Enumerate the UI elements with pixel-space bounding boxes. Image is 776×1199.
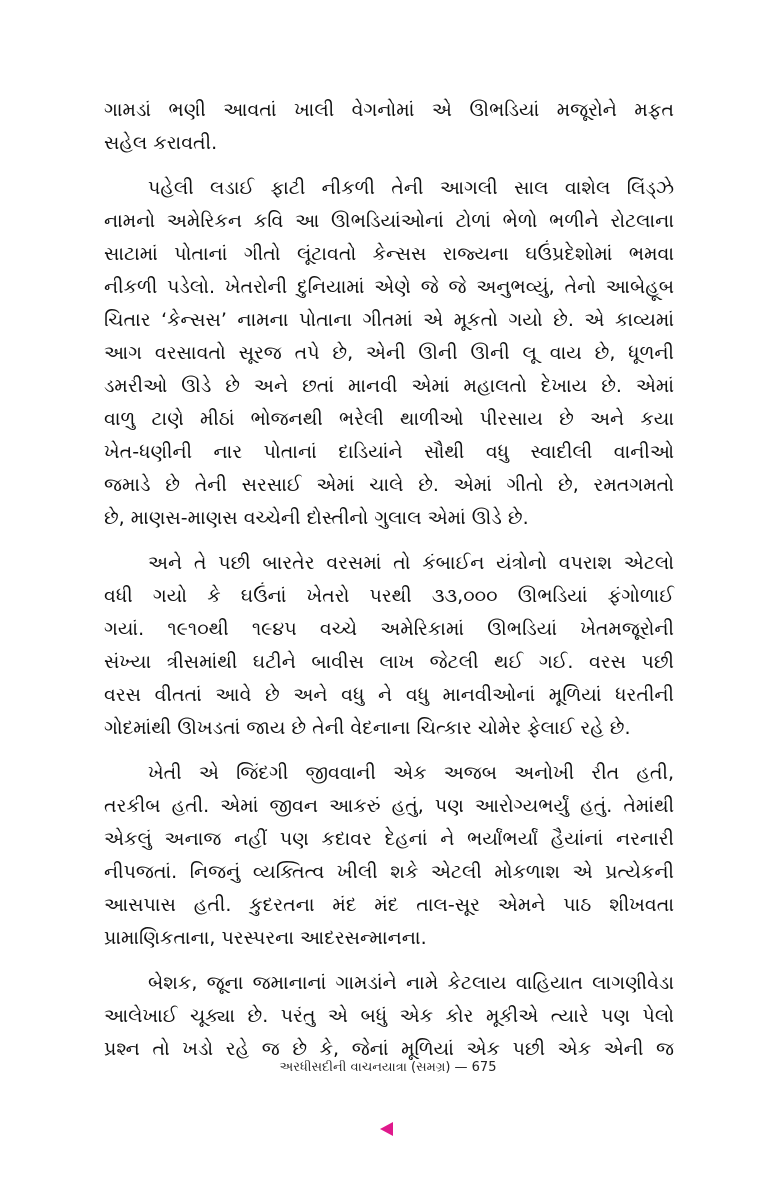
text-line: છે, માણસ-માણસ વચ્ચેની દોસ્તીનો ગુલાલ એમાં ઊડે છે. xyxy=(104,507,529,529)
paragraph-1 xyxy=(104,94,674,160)
text-line: બેશક, જૂના જમાનાનાં ગામડાંને નામે કેટલાય વાહિયાત લાગણીવેડા xyxy=(148,972,674,994)
text-line: ડમરીઓ ઊડે છે અને છતાં માનવી એમાં મહાલતો દેખાય છે. એમાં xyxy=(104,375,674,397)
text-line: આસપાસ હતી. કુદરતના મંદ મંદ તાલ-સૂર એમને પાઠ શીખવતા xyxy=(104,894,674,916)
text-line: તરકીબ હતી. એમાં જીવન આકરું હતું, પણ આરોગ્યભર્યું હતું. તેમાંથી xyxy=(104,795,674,817)
text-line: આગ વરસાવતો સૂરજ તપે છે, એની ઊની ઊની લૂ વાય છે, ધૂળની xyxy=(104,342,674,364)
text-line: જમાડે છે તેની સરસાઈ એમાં ચાલે છે. એમાં ગીતો છે, રમતગમતો xyxy=(104,474,674,496)
text-line: અને તે પછી બારતેર વરસમાં તો કંબાઈન યંત્રોનો વપરાશ એટલો xyxy=(148,552,674,574)
text-line: આલેખાઈ ચૂક્યા છે. પરંતુ એ બધું એક કોર મૂકીએ ત્યારે પણ પેલો xyxy=(104,1005,674,1027)
page-footer: અરધીસદીની વાચનયાત્રા (સમગ્ર) — 675 xyxy=(279,1060,497,1075)
paragraph-4 xyxy=(104,757,674,955)
text-line: ખેત-ધણીની નાર પોતાનાં દાડિયાંને સૌથી વધુ સ્વાદીલી વાનીઓ xyxy=(104,441,674,463)
text-line: સંખ્યા ત્રીસમાંથી ઘટીને બાવીસ લાખ જેટલી થઈ ગઈ. વરસ પછી xyxy=(104,651,674,673)
text-line: નીકળી પડેલો. ખેતરોની દુનિયામાં એણે જે જે અનુભવ્યું, તેનો આબેહૂબ xyxy=(104,276,674,298)
text-line: ગોદમાંથી ઊખડતાં જાય છે તેની વેદનાના ચિત્કાર ચોમેર ફેલાઈ રહે છે. xyxy=(104,717,631,739)
text-line: સાટામાં પોતાનાં ગીતો લૂંટાવતો કેન્સસ રાજ્યના ઘઉંપ્રદેશોમાં ભમવા xyxy=(104,243,674,265)
text-line: એકલું અનાજ નહીં પણ કદાવર દેહનાં ને ભર્યાંભર્યાં હૈયાંનાં નરનારી xyxy=(104,828,674,850)
text-line: ખેતી એ જિંદગી જીવવાની એક અજબ અનોખી રીત હતી, xyxy=(148,762,674,784)
text-line: નીપજતાં. નિજનું વ્યક્તિત્વ ખીલી શકે એટલી મોકળાશ એ પ્રત્યેકની xyxy=(104,861,674,883)
text-line: વાળુ ટાણે મીઠાં ભોજનથી ભરેલી થાળીઓ પીરસાય છે અને કયા xyxy=(104,408,674,430)
text-line: ચિતાર ‘કેન્સસ’ નામના પોતાના ગીતમાં એ મૂકતો ગયો છે. એ કાવ્યમાં xyxy=(104,309,674,331)
text-line: નામનો અમેરિકન કવિ આ ઊભડિયાંઓનાં ટોળાં ભેળો ભળીને રોટલાના xyxy=(104,210,674,232)
paragraph-3 xyxy=(104,547,674,745)
text-line: પ્રશ્ન તો ખડો રહે જ છે કે, જેનાં મૂળિયાં એક પછી એક એની જ xyxy=(104,1038,674,1060)
paragraph-2 xyxy=(104,172,674,535)
text-line: પ્રામાણિકતાના, પરસ્પરના આદરસન્માનના. xyxy=(104,927,427,949)
text-line: ગયાં. ૧૯૧૦થી ૧૯૪૫ વચ્ચે અમેરિકામાં ઊભડિયાં ખેતમજૂરોની xyxy=(104,618,674,640)
triangle-left-icon[interactable] xyxy=(380,1122,393,1136)
text-line: સહેલ કરાવતી. xyxy=(104,132,218,154)
text-line: પહેલી લડાઈ ફાટી નીકળી તેની આગલી સાલ વાશેલ લિંડ્ઝે xyxy=(148,177,674,199)
text-line: વધી ગયો કે ઘઉંનાં ખેતરો પરથી ૩૩,૦૦૦ ઊભડિયાં ફંગોળાઈ xyxy=(104,585,674,607)
text-line: વરસ વીતતાં આવે છે અને વધુ ને વધુ માનવીઓનાં મૂળિયાં ધરતીની xyxy=(104,684,674,706)
page-body xyxy=(104,94,674,1078)
paragraph-5 xyxy=(104,967,674,1066)
text-line: ગામડાં ભણી આવતાં ખાલી વેગનોમાં એ ઊભડિયાં મજૂરોને મફત xyxy=(104,99,674,121)
